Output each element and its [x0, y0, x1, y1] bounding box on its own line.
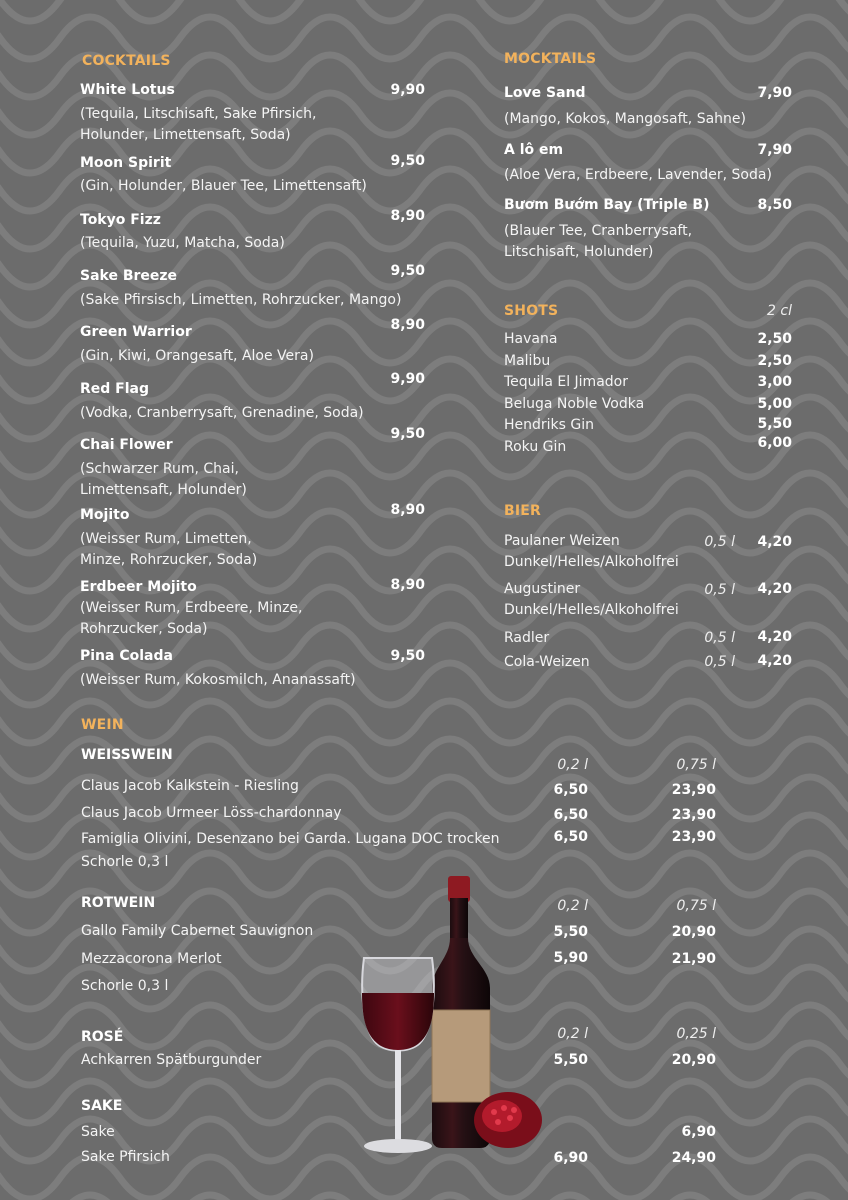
shot-name: Tequila El Jimador [504, 374, 628, 390]
mocktails-heading: MOCKTAILS [504, 51, 597, 67]
wein-heading: WEIN [81, 717, 124, 733]
cocktail-price: 9,50 [390, 153, 425, 169]
shots-volume: 2 cl [767, 303, 792, 319]
wine-price-small: 6,50 [553, 782, 588, 798]
cocktail-price: 9,90 [390, 82, 425, 98]
cocktail-desc: (Vodka, Cranberrysaft, Grenadine, Soda) [80, 405, 364, 421]
cocktail-price: 8,90 [390, 317, 425, 333]
bier-heading: BIER [504, 503, 542, 519]
weisswein-heading: WEISSWEIN [81, 747, 173, 763]
weisswein-vol-small: 0,2 l [557, 757, 588, 773]
rose-vol-small: 0,2 l [557, 1026, 588, 1042]
cocktail-desc: (Weisser Rum, Erdbeere, Minze, Rohrzucker, Soda) [80, 600, 303, 637]
mocktail-name: A lô em [504, 142, 564, 158]
wine-name: Schorle 0,3 l [81, 854, 169, 870]
cocktail-desc: (Weisser Rum, Kokosmilch, Ananassaft) [80, 672, 356, 688]
mocktail-name: Love Sand [504, 85, 586, 101]
shot-price: 5,00 [757, 396, 792, 412]
cocktail-desc: (Tequila, Litschisaft, Sake Pfirsich, Holunder, Limettensaft, Soda) [80, 106, 317, 143]
sake-name: Sake [81, 1124, 115, 1140]
cocktail-name: Pina Colada [80, 648, 173, 664]
wine-price-large: 23,90 [671, 782, 716, 798]
wine-bottle-glass-illustration [352, 868, 552, 1168]
shot-price: 6,00 [757, 435, 792, 451]
cocktail-name: Green Warrior [80, 324, 192, 340]
pomegranate-icon [474, 1092, 542, 1148]
wine-price-large: 20,90 [671, 1052, 716, 1068]
wine-price-small: 6,50 [553, 807, 588, 823]
wine-name: Claus Jacob Kalkstein - Riesling [81, 778, 299, 794]
cocktail-desc: (Gin, Holunder, Blauer Tee, Limettensaft) [80, 178, 367, 194]
cocktail-name: Moon Spirit [80, 155, 172, 171]
mocktail-price: 7,90 [757, 142, 792, 158]
rotwein-vol-large: 0,75 l [676, 898, 716, 914]
rose-heading: ROSÉ [81, 1029, 124, 1045]
wine-price-large: 23,90 [671, 807, 716, 823]
shot-price: 2,50 [757, 353, 792, 369]
bier-price: 4,20 [757, 629, 792, 645]
wine-price-small: 5,90 [553, 950, 588, 966]
shot-name: Havana [504, 331, 558, 347]
wine-name: Mezzacorona Merlot [81, 951, 222, 967]
wine-price-small: 6,50 [553, 829, 588, 845]
bier-volume: 0,5 l [704, 534, 735, 550]
weisswein-vol-large: 0,75 l [676, 757, 716, 773]
bier-price: 4,20 [757, 581, 792, 597]
sake-name: Sake Pfirsich [81, 1149, 170, 1165]
cocktail-price: 9,50 [390, 426, 425, 442]
bier-sub: Dunkel/Helles/Alkoholfrei [504, 602, 679, 618]
bier-volume: 0,5 l [704, 654, 735, 670]
cocktail-desc: (Schwarzer Rum, Chai, Limettensaft, Holunder) [80, 461, 247, 498]
wine-price-small: 5,50 [553, 1052, 588, 1068]
rotwein-vol-small: 0,2 l [557, 898, 588, 914]
wine-price-large: 23,90 [671, 829, 716, 845]
cocktails-heading: COCKTAILS [82, 53, 171, 69]
sake-price-large: 24,90 [671, 1150, 716, 1166]
shot-price: 2,50 [757, 331, 792, 347]
shot-name: Roku Gin [504, 439, 567, 455]
bier-name: Radler [504, 630, 550, 646]
wine-name: Famiglia Olivini, Desenzano bei Garda. Lugana DOC trocken [81, 831, 500, 847]
bier-name: Augustiner [504, 581, 581, 597]
cocktail-name: Erdbeer Mojito [80, 579, 197, 595]
cocktail-price: 9,50 [390, 648, 425, 664]
cocktail-desc: (Sake Pfirsisch, Limetten, Rohrzucker, Mango) [80, 292, 402, 308]
rotwein-heading: ROTWEIN [81, 895, 156, 911]
bier-price: 4,20 [757, 653, 792, 669]
wine-name: Gallo Family Cabernet Sauvignon [81, 923, 314, 939]
cocktail-desc: (Gin, Kiwi, Orangesaft, Aloe Vera) [80, 348, 314, 364]
bier-sub: Dunkel/Helles/Alkoholfrei [504, 554, 679, 570]
shot-name: Hendriks Gin [504, 417, 595, 433]
mocktail-price: 8,50 [757, 197, 792, 213]
wine-price-small: 5,50 [553, 924, 588, 940]
wine-price-large: 20,90 [671, 924, 716, 940]
mocktail-name: Bươm Bướm Bay (Triple B) [504, 197, 710, 213]
cocktail-name: Sake Breeze [80, 268, 178, 284]
cocktail-price: 9,90 [390, 371, 425, 387]
cocktail-name: Chai Flower [80, 437, 173, 453]
sake-heading: SAKE [81, 1098, 123, 1114]
cocktail-price: 8,90 [390, 577, 425, 593]
wine-price-large: 21,90 [671, 951, 716, 967]
shot-price: 3,00 [757, 374, 792, 390]
cocktail-name: Tokyo Fizz [80, 212, 161, 228]
mocktail-desc: (Blauer Tee, Cranberrysaft, Litschisaft, Holunder) [504, 223, 693, 260]
cocktail-desc: (Weisser Rum, Limetten, Minze, Rohrzucker, Soda) [80, 531, 258, 568]
mocktail-desc: (Mango, Kokos, Mangosaft, Sahne) [504, 111, 746, 127]
cocktail-name: White Lotus [80, 82, 175, 98]
bier-price: 4,20 [757, 534, 792, 550]
shot-name: Malibu [504, 353, 551, 369]
cocktail-desc: (Tequila, Yuzu, Matcha, Soda) [80, 235, 285, 251]
rose-vol-large: 0,25 l [676, 1026, 716, 1042]
wine-glass-icon [362, 958, 434, 1153]
wine-name: Schorle 0,3 l [81, 978, 169, 994]
wine-name: Achkarren Spätburgunder [81, 1052, 262, 1068]
cocktail-name: Red Flag [80, 381, 150, 397]
sake-price-small: 6,90 [553, 1150, 588, 1166]
bier-name: Paulaner Weizen [504, 533, 620, 549]
cocktail-name: Mojito [80, 507, 130, 523]
bier-name: Cola-Weizen [504, 654, 590, 670]
sake-price-large: 6,90 [681, 1124, 716, 1140]
shot-name: Beluga Noble Vodka [504, 396, 645, 412]
cocktail-price: 8,90 [390, 208, 425, 224]
shot-price: 5,50 [757, 416, 792, 432]
shots-heading: SHOTS [504, 303, 559, 319]
bier-volume: 0,5 l [704, 630, 735, 646]
cocktail-price: 8,90 [390, 502, 425, 518]
mocktail-price: 7,90 [757, 85, 792, 101]
wine-name: Claus Jacob Urmeer Löss-chardonnay [81, 805, 342, 821]
cocktail-price: 9,50 [390, 263, 425, 279]
bier-volume: 0,5 l [704, 582, 735, 598]
mocktail-desc: (Aloe Vera, Erdbeere, Lavender, Soda) [504, 167, 772, 183]
